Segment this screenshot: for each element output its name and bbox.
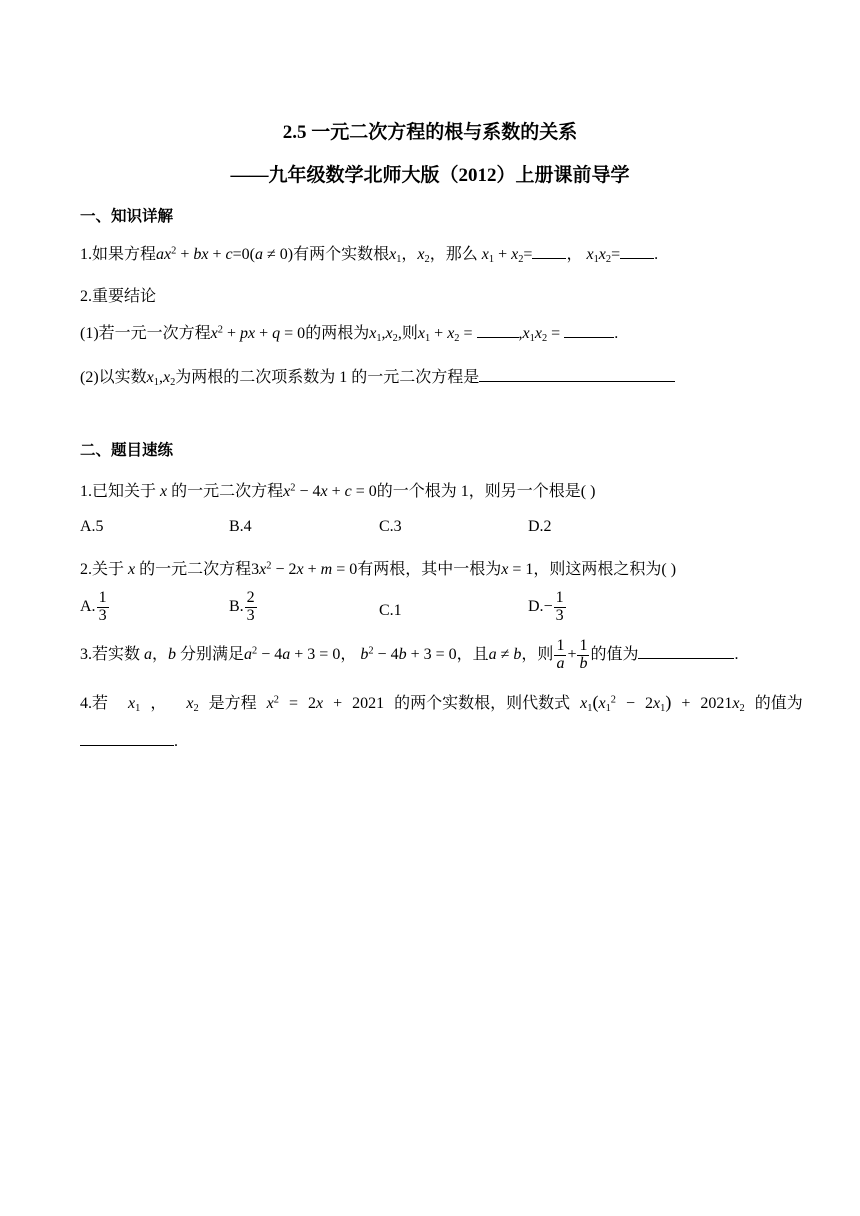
knowledge-item-3: (1)若一元一次方程$x^2$ + px + q = 0的两根为$x_1,x_2$,则$x_1 + x_2 = ,x_1x_2$ = . <box>80 324 619 345</box>
knowledge-item-4: (2)以实数$x_1,x_2$为两根的二次项系数为 1 的一元二次方程是 <box>80 364 780 387</box>
q2-option-b: B. $\frac{2}{3}$ <box>229 589 255 624</box>
q2-option-d: D.− $\frac{1}{3}$ <box>528 589 564 624</box>
q1-option-c: C.3 <box>379 518 402 535</box>
page-subtitle: ——九年级数学北师大版（2012）上册课前导学 <box>230 165 630 186</box>
question-2: 2.关于 x 的一元二次方程$3x^2 - 2x + m = 0$有两根，其中一根为x = 1，则这两根之积为( ) <box>80 560 677 578</box>
q1-option-d: D.2 <box>528 518 552 535</box>
question-1: 1.已知关于 x 的一元二次方程$x^2 - 4x + c = 0$的一个根为 1，则另一个根是( ) <box>80 482 596 500</box>
page-title: 2.5 一元二次方程的根与系数的关系 <box>282 122 578 143</box>
question-4-answer-blank: . <box>80 733 780 751</box>
question-3: 3.若实数 a，b 分别满足$a^2 - 4a + 3 = 0$， $b^2 - 4b + 3 = 0$，且a ≠ b，则 $\frac{1}{a}$ + $\frac{1}{b}$ 的值为 . <box>80 637 739 672</box>
question-4: 4.若 $x_1$ ， $x_2$ 是方程 $x^2 = 2x + 2021$ 的两个实数根，则代数式 $x_1(x_1^2 - 2x_1) + 2021x_2$ 的值为 <box>80 692 803 715</box>
q2-option-a: A. $\frac{1}{3}$ <box>80 589 107 624</box>
q1-option-b: B.4 <box>229 518 252 535</box>
section-heading-exercises: 二、题目速练 <box>80 442 174 459</box>
q1-option-a: A.5 <box>80 518 104 535</box>
knowledge-item-2: 2.重要结论 <box>80 288 157 305</box>
q2-option-c: C.1 <box>379 602 402 619</box>
knowledge-item-1: 1.如果方程$ax^2$ + bx + c=0(a ≠ 0)有两个实数根$x_1$，$x_2$，那么 $x_1 + x_2=$ ， $x_1x_2=$ . <box>80 245 659 266</box>
section-heading-knowledge: 一、知识详解 <box>80 208 174 225</box>
